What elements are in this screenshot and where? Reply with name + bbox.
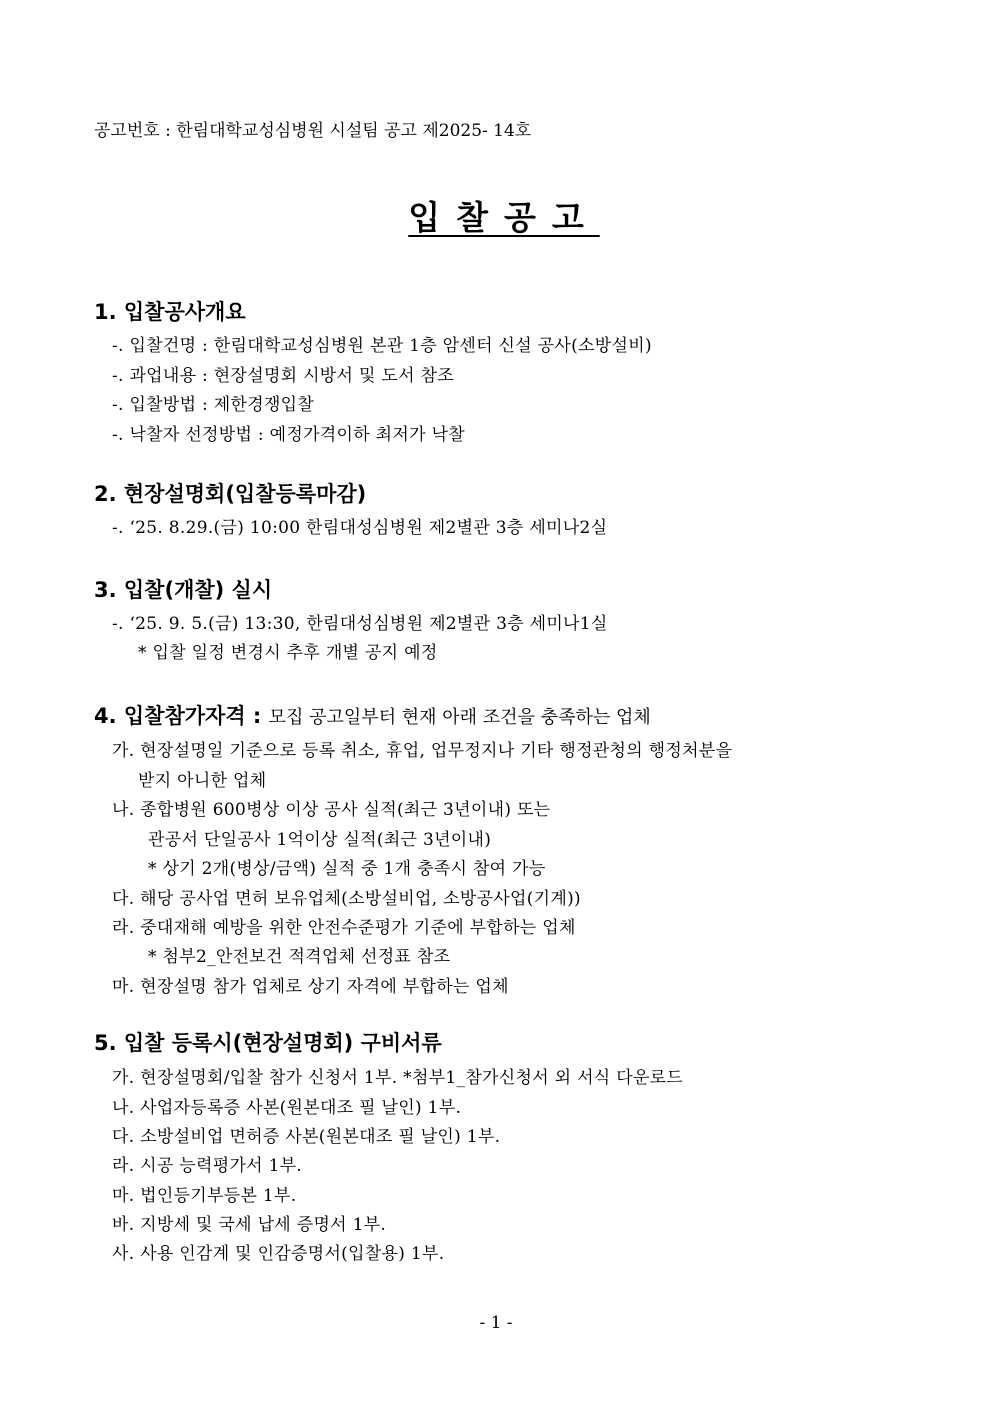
section-4-line-1: 가. 현장설명일 기준으로 등록 취소, 휴업, 업무정지나 기타 행정관청의 행정처분을 [112,741,733,761]
section-5-line-2: 나. 사업자등록증 사본(원본대조 필 날인) 1부. [112,1098,462,1118]
section-4-heading-tail: 모집 공고일부터 현재 아래 조건을 충족하는 업체 [268,707,651,728]
section-1-line-3: -. 입찰방법 : 제한경쟁입찰 [112,395,315,415]
document-title-text: 입찰공고 [408,198,600,237]
section-4-line-9: 마. 현장설명 참가 업체로 상기 자격에 부합하는 업체 [112,977,509,997]
section-2-heading: 2. 현장설명회(입찰등록마감) [94,482,367,506]
section-4-line-2: 받지 아니한 업체 [138,771,267,791]
section-4-line-6: 다. 해당 공사업 면허 보유업체(소방설비업, 소방공사업(기계)) [112,889,581,909]
section-5-line-5: 마. 법인등기부등본 1부. [112,1186,297,1206]
section-3-heading: 3. 입찰(개찰) 실시 [94,578,273,602]
notice-number: 공고번호 : 한림대학교성심병원 시설팀 공고 제2025- 14호 [94,121,532,141]
section-5-heading: 5. 입찰 등록시(현장설명회) 구비서류 [94,1031,442,1055]
document-title [0,192,992,239]
section-4-note-1: * 상기 2개(병상/금액) 실적 중 1개 충족시 참여 가능 [148,859,546,879]
section-4-line-4: 관공서 단일공사 1억이상 실적(최근 3년이내) [148,830,492,850]
section-1-heading: 1. 입찰공사개요 [94,300,246,324]
section-1-line-1: -. 입찰건명 : 한림대학교성심병원 본관 1층 암센터 신설 공사(소방설비) [112,336,652,356]
section-4-note-2: * 첨부2_안전보건 적격업체 선정표 참조 [148,947,451,967]
section-4-line-7: 라. 중대재해 예방을 위한 안전수준평가 기준에 부합하는 업체 [112,918,576,938]
section-5-line-3: 다. 소방설비업 면허증 사본(원본대조 필 날인) 1부. [112,1127,501,1147]
section-4-heading-label: 4. 입찰참가자격 : [94,704,262,728]
section-4-heading [94,700,651,730]
section-5-line-1: 가. 현장설명회/입찰 참가 신청서 1부. *첨부1_참가신청서 외 서식 다운로드 [112,1068,684,1088]
section-2-line-1: -. ‘25. 8.29.(금) 10:00 한림대성심병원 제2별관 3층 세미나2실 [112,518,608,538]
section-3-note: * 입찰 일정 변경시 추후 개별 공지 예정 [138,643,438,663]
section-3-line-1: -. ‘25. 9. 5.(금) 13:30, 한림대성심병원 제2별관 3층 세미나1실 [112,614,608,634]
section-5-line-7: 사. 사용 인감계 및 인감증명서(입찰용) 1부. [112,1244,445,1264]
section-5-line-4: 라. 시공 능력평가서 1부. [112,1156,303,1176]
section-5-line-6: 바. 지방세 및 국세 납세 증명서 1부. [112,1215,387,1235]
section-1-line-2: -. 과업내용 : 현장설명회 시방서 및 도서 참조 [112,366,454,386]
section-4-line-3: 나. 종합병원 600병상 이상 공사 실적(최근 3년이내) 또는 [112,800,551,820]
page-number: - 1 - [479,1313,513,1333]
section-1-line-4: -. 낙찰자 선정방법 : 예정가격이하 최저가 낙찰 [112,425,465,445]
